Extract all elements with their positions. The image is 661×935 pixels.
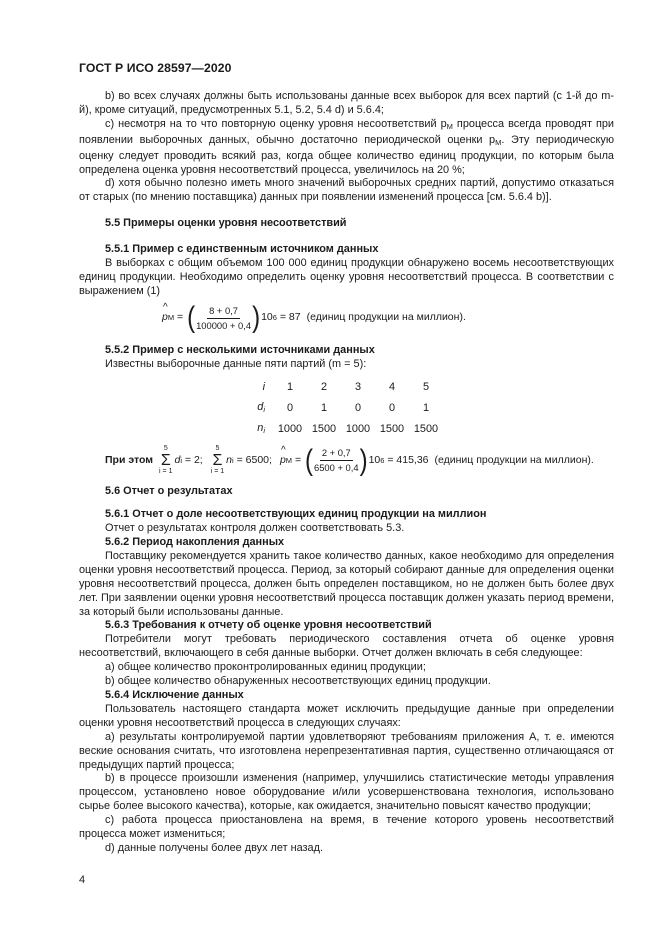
section-5-5-title: 5.5 Примеры оценки уровня несоответствий <box>105 217 347 230</box>
section-5-6-4-title: 5.6.4 Исключение данных <box>105 689 244 701</box>
formula-1-fraction: $\frac{8 + 0,7}{100000 + 0,4}$ <box>196 304 252 331</box>
item-c: c) несмотря на то что повторную оценку уровня несоответствий $p_M$ процесса всегда проводят при появлении выборочных данных, обычно достаточно периодической оценки $p_M$. Эту периодическую оценку следует проводить всякий раз, когда общее количество единиц продукции, по которым была определена оценка уровня несоответствий процесса, увеличилось на 20 %; <box>79 117 615 176</box>
batch-data-table <box>251 378 443 442</box>
section-5-6-3-item-a: а) общее количество проконтролированных единиц продукции; <box>105 661 426 674</box>
section-5-6-1-title: 5.6.1 Отчет о доле несоответствующих единиц продукции на миллион <box>105 508 487 521</box>
section-5-5-2-text: Известны выборочные данные пяти партий (m = 5): <box>105 357 367 370</box>
section-5-6-4-item-a: а) результаты контролируемой партии удовлетворяют требованиям приложения А, т. е. имеются веские основания считать, что изготовлена нерепрезентативная партия, существенно отличающаяся от предыдущих партий процесса; <box>79 730 614 771</box>
section-5-6-4-item-d: d) данные получены более двух лет назад. <box>105 841 323 854</box>
item-b: b) во всех случаях должны быть использованы данные всех выборок для всех партий (с 1-й до m-й), кроме ситуаций, предусмотренных 5.1, 5.2, 5.4 d) и 5.6.4; <box>79 90 614 116</box>
section-5-6-4-item-b: b) в процессе произошли изменения (например, улучшились статистические методы управления процессом, установлено новое оборудование и/или усовершенствована технология, использовано сырье более высокого качества), которые, как ожидается, значительно повысят качество продукции; <box>79 772 614 813</box>
formula-2: При этом 5 Σ i = 1 d i = 2; 5 Σ i = 1 n i = 6500; ^ p M = ( $\frac{2 + 0,7}{6500 + 0,4}$ ) 10 6 = 415,36 (единиц продукции на миллион). <box>105 445 614 476</box>
section-5-6-title: 5.6 Отчет о результатах <box>105 485 233 498</box>
sum-d: 5 Σ i = 1 <box>159 445 173 476</box>
sum-n: 5 Σ i = 1 <box>210 445 225 476</box>
section-5-5-1-text: В выборках с общим объемом 100 000 единиц продукции обнаружено восемь несоответствующих единиц продукции. Необходимо определить оценку уровня несоответствий процесса. В соответствии с выражением (1) <box>79 257 614 297</box>
section-5-6-4-text: Пользователь настоящего стандарта может исключить предыдущие данные при определении оценки уровня несоответствий процесса в следующих случаях: <box>79 702 614 729</box>
section-5-6-1-text: Отчет о результатах контроля должен соответствовать 5.3. <box>105 522 405 535</box>
page-body <box>79 90 614 856</box>
section-5-6-3-text: Потребители могут требовать периодического составления отчета об оценке уровня несоответствий, включающего в себя данные выборки. Отчет должен включать в себя следующее: <box>79 633 614 660</box>
p-hat-symbol: ^ p <box>280 454 286 468</box>
section-5-6-4-item-c: c) работа процесса приостановлена на время, в течение которого уровень несоответствий процесса может измениться; <box>79 814 614 841</box>
document-header: ГОСТ Р ИСО 28597—2020 <box>79 61 232 75</box>
section-5-6-3-title: 5.6.3 Требования к отчету об оценке уровня несоответствий <box>105 619 432 632</box>
section-5-5-2-title: 5.5.2 Пример с несколькими источниками данных <box>105 343 375 356</box>
section-5-6-3-item-b: b) общее количество обнаруженных несоответствующих единиц продукции. <box>105 675 491 688</box>
formula-2-fraction: $\frac{2 + 0,7}{6500 + 0,4}$ <box>314 447 359 474</box>
section-5-6-2-text: Поставщику рекомендуется хранить такое количество данных, какое необходимо для определения оценки уровня несоответствий процесса. Период, за который собирают данные для определения оценки уровня несоответствий процесса, должен быть определен поставщиком, но не должен быть более двух лет. При заявлении оценки уровня несоответствий процесса поставщик должен указать период времени, за который были использованы данные. <box>79 549 614 618</box>
table-row: i 1 2 3 4 5 <box>262 380 430 393</box>
table-row: $n_i$ 1000 1500 1000 1500 1500 <box>257 422 439 436</box>
p-hat-symbol: ^ p <box>162 311 168 325</box>
table-row: $d_i$ 0 1 0 0 1 <box>257 400 430 414</box>
section-5-6-2-title: 5.6.2 Период накопления данных <box>105 536 285 549</box>
page-number: 4 <box>79 874 86 886</box>
item-d: d) хотя обычно полезно иметь много значений выборочных средних партий, допустимо отказаться от старых (по мнению поставщика) данных при появлении изменений процесса [см. 5.6.4 b)]. <box>79 177 614 204</box>
section-5-5-1-title: 5.5.1 Пример с единственным источником данных <box>105 243 379 256</box>
formula-1: ^ p M = ( $\frac{8 + 0,7}{100000 + 0,4}$ ) 10 6 = 87 (единиц продукции на миллион). <box>162 305 614 332</box>
